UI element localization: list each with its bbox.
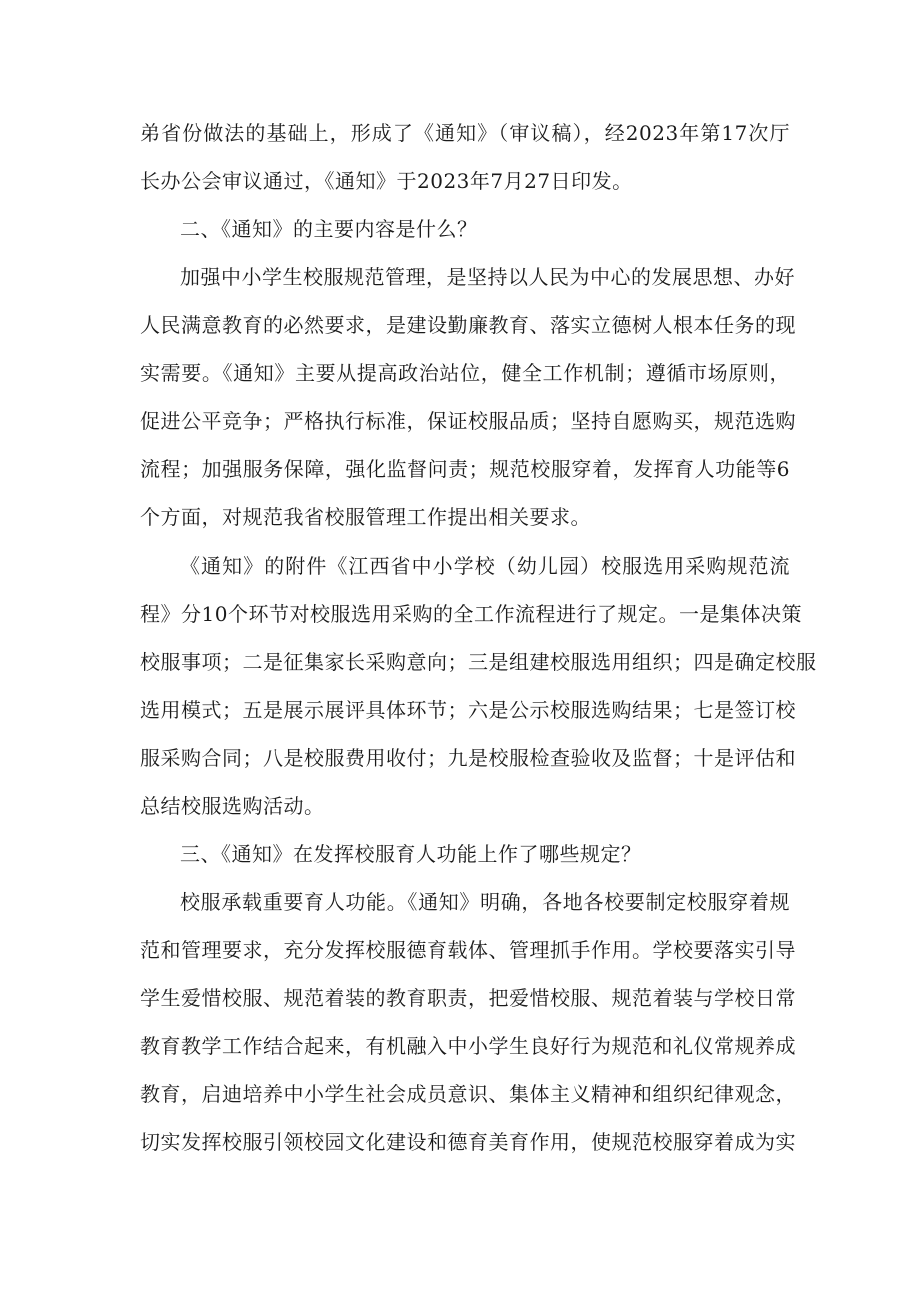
section-heading-3: 三、《通知》在发挥校服育人功能上作了哪些规定？ [180, 842, 642, 866]
paragraph-main-content-line-1: 加强中小学生校服规范管理，是坚持以人民为中心的发展思想、办好 [180, 265, 795, 289]
paragraph-main-content-line-5: 流程；加强服务保障，强化监督问责；规范校服穿着，发挥育人功能等6 [140, 457, 790, 481]
section-heading-2: 二、《通知》的主要内容是什么？ [180, 217, 478, 241]
paragraph-continuation-line-1: 弟省份做法的基础上，形成了《通知》（审议稿），经2023年第17次厅 [140, 121, 790, 145]
paragraph-education-line-1: 校服承载重要育人功能。《通知》明确，各地各校要制定校服穿着规 [180, 890, 790, 914]
paragraph-main-content-line-3: 实需要。《通知》主要从提高政治站位，健全工作机制；遵循市场原则， [140, 361, 790, 385]
paragraph-appendix-line-4: 选用模式；五是展示展评具体环节；六是公示校服选购结果；七是签订校 [140, 698, 796, 722]
paragraph-education-line-2: 范和管理要求，充分发挥校服德育载体、管理抓手作用。学校要落实引导 [140, 938, 796, 962]
paragraph-main-content-line-2: 人民满意教育的必然要求，是建设勤廉教育、落实立德树人根本任务的现 [140, 313, 796, 337]
paragraph-education-line-6: 切实发挥校服引领校园文化建设和德育美育作用，使规范校服穿着成为实 [140, 1130, 796, 1154]
paragraph-continuation-line-2: 长办公会审议通过，《通知》于2023年7月27日印发。 [140, 169, 633, 193]
paragraph-appendix-line-5: 服采购合同；八是校服费用收付；九是校服检查验收及监督；十是评估和 [140, 746, 796, 770]
paragraph-education-line-3: 学生爱惜校服、规范着装的教育职责，把爱惜校服、规范着装与学校日常 [140, 986, 796, 1010]
paragraph-education-line-4: 教育教学工作结合起来，有机融入中小学生良好行为规范和礼仪常规养成 [140, 1034, 796, 1058]
paragraph-main-content-line-4: 促进公平竞争；严格执行标准，保证校服品质；坚持自愿购买，规范选购 [140, 409, 796, 433]
paragraph-appendix-line-2: 程》分10个环节对校服选用采购的全工作流程进行了规定。一是集体决策 [140, 602, 802, 626]
paragraph-appendix-line-1: 《通知》的附件《江西省中小学校（幼儿园）校服选用采购规范流 [180, 554, 790, 578]
paragraph-education-line-5: 教育，启迪培养中小学生社会成员意识、集体主义精神和组织纪律观念， [140, 1082, 796, 1106]
paragraph-main-content-line-6: 个方面，对规范我省校服管理工作提出相关要求。 [140, 505, 591, 529]
paragraph-appendix-line-3: 校服事项；二是征集家长采购意向；三是组建校服选用组织；四是确定校服 [140, 650, 817, 674]
paragraph-appendix-line-6: 总结校服选购活动。 [140, 794, 325, 818]
